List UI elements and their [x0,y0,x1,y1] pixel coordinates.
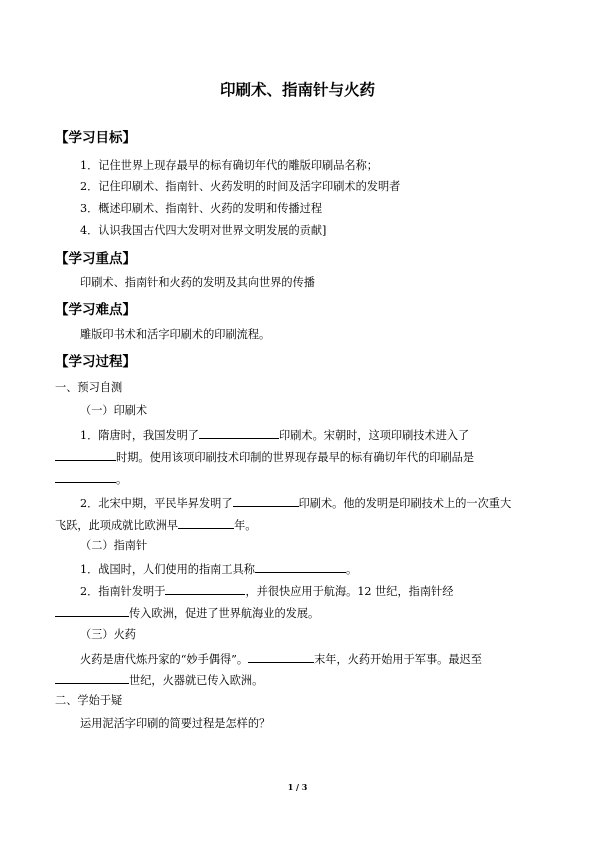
q3-blank[interactable] [255,561,346,573]
q3-line [80,561,357,577]
q1-line-1 [80,427,469,443]
sub2-label: （二）指南针 [80,539,148,552]
sub3-label: （三）火药 [80,628,136,641]
q1-blank-1[interactable] [199,427,279,439]
q1-line-3 [55,471,127,487]
q4-text-a: 2．指南针发明于 [80,585,166,598]
goal-item-4: 4．认识我国古代四大发明对世界文明发展的贡献] [80,224,327,237]
sub1-label: （一）印刷术 [80,404,148,417]
key-heading: 【学习重点】 [55,251,136,267]
difficulty-text: 雕版印书术和活字印刷术的印刷流程。 [80,328,271,341]
q2-text-d: 年。 [234,519,257,532]
difficulty-heading: 【学习难点】 [55,302,136,318]
q1-text-a: 1．隋唐时，我国发明了 [80,429,199,442]
q1-blank-3[interactable] [55,471,116,483]
q2-blank-2[interactable] [178,517,234,529]
q5-text-a: 火药是唐代炼丹家的“妙手偶得”。 [80,653,249,666]
page-number: 1 / 3 [287,782,308,792]
q1-line-2 [55,449,474,465]
q2-text-b: 印刷术。他的发明是印刷技术上的一次重大 [298,497,512,510]
q2-blank-1[interactable] [233,495,299,507]
q1-text-b: 印刷术。宋朝时，这项印刷技术进入了 [279,429,470,442]
q3-text-a: 1．战国时，人们使用的指南工具称 [80,563,255,576]
q2-text-a: 2．北宋中期，平民毕昇发明了 [80,497,233,510]
q3-text-b: 。 [345,563,358,576]
goals-heading: 【学习目标】 [55,130,136,146]
goal-item-3: 3．概述印刷术、指南针、火药的发明和传播过程 [80,202,323,215]
q1-blank-2[interactable] [55,449,116,461]
q4-blank-2[interactable] [55,605,129,617]
q5-blank-2[interactable] [55,672,129,684]
page-title: 印刷术、指南针与火药 [219,81,375,99]
q6-text: 运用泥活字印刷的简要过程是怎样的？ [80,717,271,730]
q4-blank-1[interactable] [165,583,245,595]
q2-text-c: 飞跃，此项成就比欧洲早 [55,519,179,532]
q5-line-2 [55,672,263,688]
q4-text-c: 传入欧洲，促进了世界航海业的发展。 [129,607,320,620]
q4-line-2 [55,605,319,621]
q4-line-1 [80,583,453,599]
process-heading: 【学习过程】 [55,354,136,370]
goal-item-2: 2．记住印刷术、指南针、火药发明的时间及活字印刷术的发明者 [80,180,401,193]
q5-text-c: 世纪，火器就已传入欧洲。 [129,674,264,687]
part1-label: 一、预习自测 [55,381,123,394]
q1-text-d: 。 [116,473,128,486]
part2-label: 二、学始于疑 [55,694,123,707]
q5-text-b: 末年，火药开始用于军事。最迟至 [314,653,482,666]
q5-line-1 [80,651,482,667]
key-text: 印刷术、指南针和火药的发明及其向世界的传播 [80,276,315,289]
q2-line-2 [55,517,256,533]
q2-line-1 [80,495,511,511]
q5-blank-1[interactable] [248,651,314,663]
q1-text-c: 时期。使用该项印刷技术印制的世界现存最早的标有确切年代的印刷品是 [116,451,475,464]
q4-text-b: ，并很快应用于航海。12 世纪，指南针经 [245,585,454,598]
goal-item-1: 1．记住世界上现存最早的标有确切年代的雕版印刷品名称； [80,159,378,172]
